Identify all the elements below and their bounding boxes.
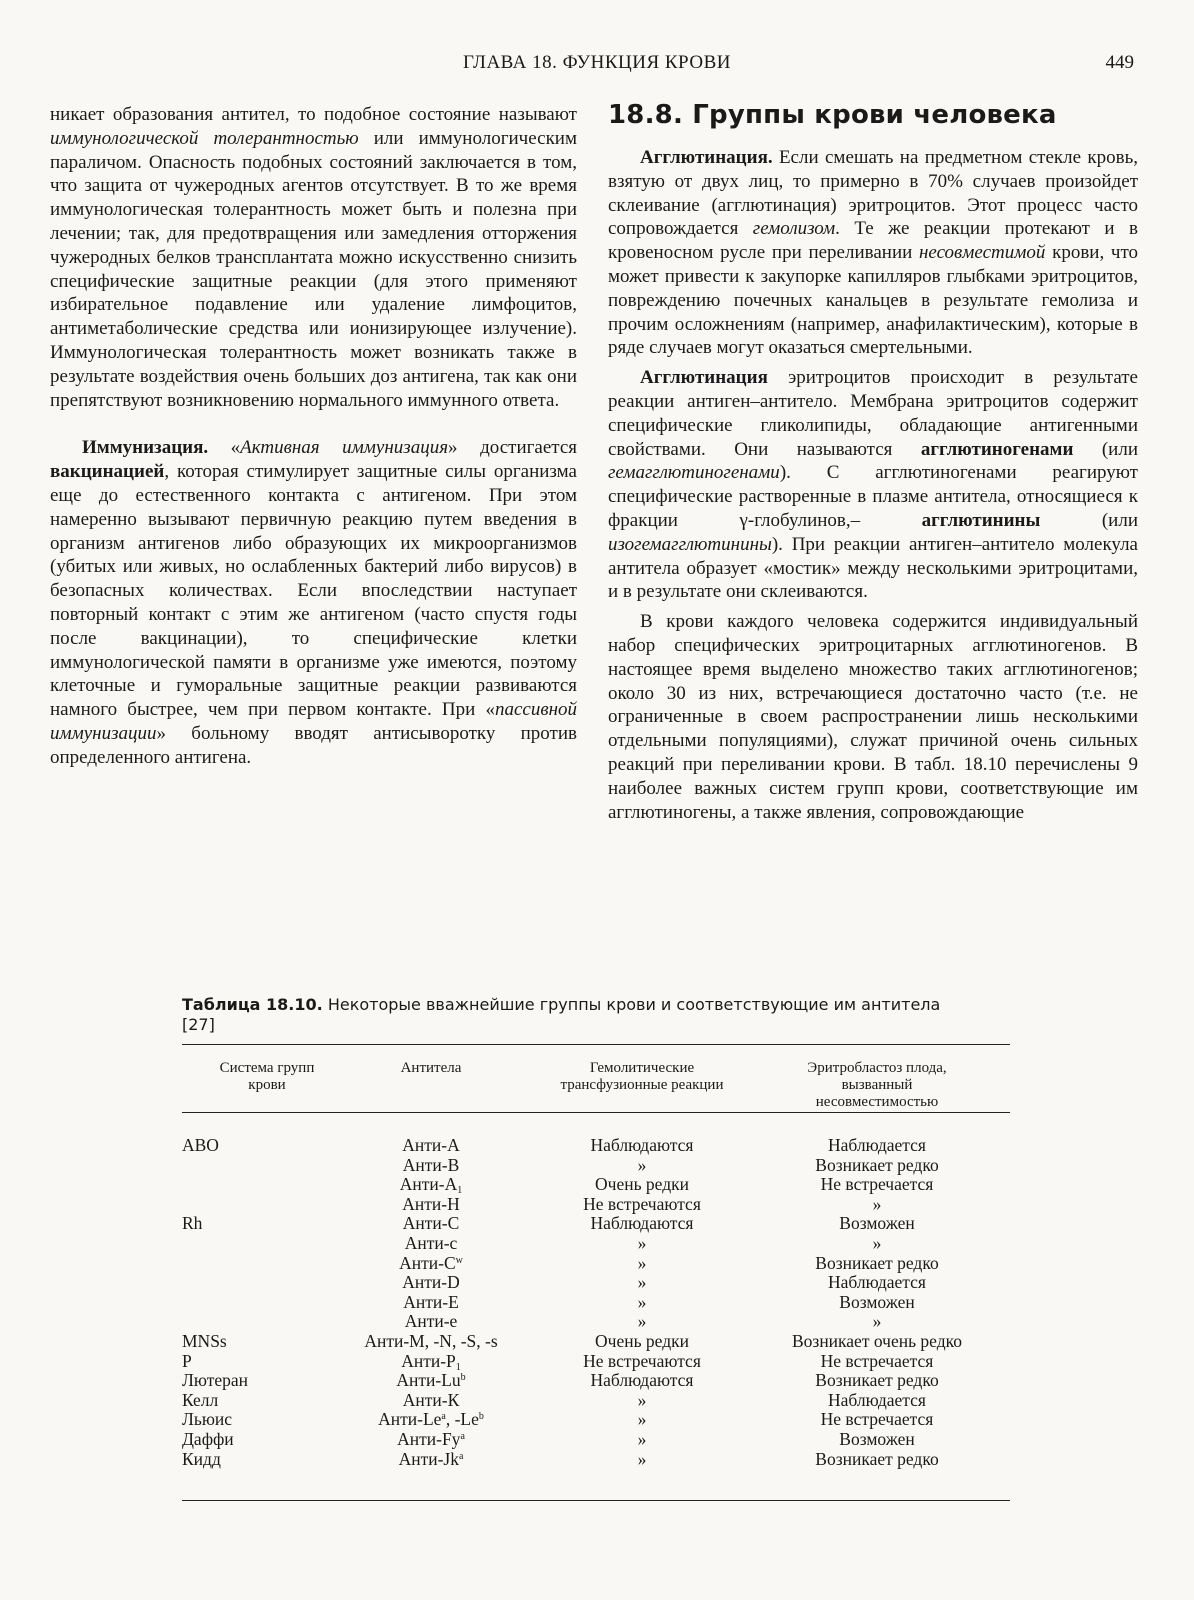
antibody-name: Анти-Jk bbox=[398, 1448, 459, 1469]
term-italic: изогемагглютинины bbox=[608, 533, 772, 555]
cell-erythroblastosis: » bbox=[872, 1232, 882, 1253]
table-row bbox=[182, 1371, 1010, 1391]
header-system: Система групп крови bbox=[219, 1060, 315, 1093]
cell-system: Даффи bbox=[182, 1428, 234, 1449]
text-run: , которая стимулирует защитные силы организма еще до естественного контакта с антигеном. При этом намеренно вызывают первичную реакцию путем введения в организм антигенов либо образующих их микроорганизмов (убитых или живых, но ослабленных бактерий либо вирусов) в безопасных количествах. Если впоследствии наступает повторный контакт с этим же антигеном (часто спустя годы после вакцинации), то специфические клетки иммунологической памяти в организме уже имеются, поэтому клеточные и гуморальные защитные реакции развиваются намного быстрее, чем при первом контакте. При « bbox=[50, 461, 577, 721]
cell-system: АВО bbox=[182, 1135, 219, 1155]
antibody-name: Анти-D bbox=[402, 1272, 460, 1293]
cell-hemolytic: » bbox=[637, 1232, 647, 1253]
cell-antibody bbox=[346, 1332, 516, 1352]
cell-hemolytic: » bbox=[637, 1252, 647, 1273]
antibody-name: Анти-Lu bbox=[396, 1370, 461, 1391]
cell-erythroblastosis: Возможен bbox=[839, 1291, 915, 1312]
right-column bbox=[608, 146, 1138, 824]
paragraph-heading: Агглютинация. bbox=[640, 147, 773, 168]
section-title: 18.8. Группы крови человека bbox=[608, 100, 1057, 130]
header-hemolytic: Гемолитические трансфузионные реакции bbox=[560, 1060, 724, 1093]
antibody-name: Анти-А bbox=[402, 1135, 460, 1155]
text-run: эритроцитов происходит в результате реакции антиген–антитело. Мембрана эритроцитов содержит специфические гликолипиды, обладающие антигенными свойствами. Они называются bbox=[608, 367, 1138, 460]
antibody-subscript: 1 bbox=[457, 1185, 463, 1197]
cell-hemolytic: » bbox=[637, 1272, 647, 1293]
cell-system: Лютеран bbox=[182, 1370, 249, 1391]
cell-erythroblastosis: Возникает редко bbox=[815, 1448, 939, 1469]
text-run: ). С агглютиногенами реагируют специфические растворенные в плазме антитела, относящиеся к фракции γ-глобулинов,– bbox=[608, 462, 1138, 531]
table-row bbox=[182, 1312, 1010, 1332]
cell-erythroblastosis: Возникает редко bbox=[815, 1252, 939, 1273]
table-row bbox=[182, 1234, 1010, 1254]
cell-antibody bbox=[346, 1352, 516, 1372]
antibody-superscript: a bbox=[460, 1430, 465, 1442]
table-header-rule bbox=[182, 1112, 1010, 1113]
text-run: крови, что может привести к закупорке капилляров глыбками эритроцитов, повреждению почечных канальцев в результате гемолиза и прочим осложнениям (например, анафилактическим), которые в ряде случаев могут оказаться смертельными. bbox=[608, 242, 1139, 359]
cell-system: Льюис bbox=[182, 1409, 233, 1430]
running-head: ГЛАВА 18. ФУНКЦИЯ КРОВИ bbox=[463, 52, 731, 73]
cell-antibody bbox=[346, 1371, 516, 1391]
antibody-name-extra: , -Le bbox=[445, 1409, 479, 1430]
text-run: ). При реакции антиген–антитело молекула антитела образует «мостик» между несколькими эритроцитами, и в результате они склеиваются. bbox=[608, 533, 1138, 603]
cell-erythroblastosis: Возникает редко bbox=[815, 1154, 939, 1175]
table-body bbox=[182, 1136, 1010, 1469]
caption-label: Таблица 18.10. bbox=[182, 995, 323, 1014]
table-row bbox=[182, 1391, 1010, 1411]
table-row bbox=[182, 1332, 1010, 1352]
cell-antibody bbox=[346, 1175, 516, 1195]
cell-erythroblastosis: Не встречается bbox=[820, 1350, 934, 1371]
text-run: » достигается bbox=[448, 437, 577, 459]
cell-erythroblastosis: Наблюдается bbox=[828, 1272, 926, 1293]
cell-system: Rh bbox=[182, 1213, 203, 1234]
caption-text: Некоторые вважнейшие группы крови и соответствующие им антитела [27] bbox=[182, 995, 941, 1034]
cell-antibody bbox=[346, 1410, 516, 1430]
cell-hemolytic: Не встречаются bbox=[583, 1193, 701, 1214]
table-row bbox=[182, 1156, 1010, 1176]
cell-antibody bbox=[346, 1195, 516, 1215]
cell-hemolytic: » bbox=[637, 1389, 647, 1410]
term-italic: гемагглютиногенами bbox=[608, 462, 780, 484]
left-column bbox=[50, 103, 577, 770]
cell-antibody bbox=[346, 1254, 516, 1274]
cell-erythroblastosis: Возникает редко bbox=[815, 1370, 939, 1391]
paragraph-heading: Иммунизация. bbox=[82, 437, 209, 459]
table-bottom-rule bbox=[182, 1500, 1010, 1501]
cell-antibody bbox=[346, 1136, 516, 1156]
cell-hemolytic: Не встречаются bbox=[583, 1350, 701, 1371]
text-run: . Те же реакции протекают и в кровеносном русле при переливании bbox=[608, 218, 1139, 264]
cell-system: Кидд bbox=[182, 1448, 221, 1469]
cell-hemolytic: » bbox=[637, 1448, 647, 1469]
paragraph-immunization bbox=[50, 436, 577, 769]
table-row bbox=[182, 1352, 1010, 1372]
antibody-name: Анти-А bbox=[399, 1174, 458, 1195]
text-run: (или bbox=[1040, 509, 1138, 531]
cell-hemolytic: » bbox=[637, 1291, 647, 1312]
cell-erythroblastosis: Возникает очень редко bbox=[791, 1330, 962, 1351]
table-row bbox=[182, 1136, 1010, 1156]
term-italic: иммунологической толерантностью bbox=[50, 127, 359, 149]
cell-erythroblastosis: Не встречается bbox=[820, 1409, 934, 1430]
antibody-superscript: a bbox=[441, 1411, 446, 1423]
text-run: или иммунологическим параличом. Опасность подобных состояний заключается в том, что защита от чужеродных агентов отсутствует. В то же время иммунологическая толерантность может быть и полезна при лечении; так, для предотвращения или замедления отторжения чужеродных белков трансплантата можно искусственно снизить специфические защитные реакции (для этого применяют избирательное подавление или удаление лимфоцитов, антиметаболические средства или ионизирующее излучение). Иммунологическая толерантность может возникать также в результате воздействия очень больших доз антигена, так как они препятствуют возникновению нормального иммунного ответа. bbox=[50, 127, 577, 411]
table-row bbox=[182, 1254, 1010, 1274]
cell-hemolytic: Наблюдаются bbox=[590, 1135, 694, 1155]
term-italic: гемолизом bbox=[752, 218, 836, 240]
cell-system: Р bbox=[182, 1350, 192, 1371]
cell-hemolytic: » bbox=[637, 1154, 647, 1175]
table-row bbox=[182, 1195, 1010, 1215]
antibody-name: Анти-К bbox=[402, 1389, 460, 1410]
table-row bbox=[182, 1214, 1010, 1234]
table-row bbox=[182, 1430, 1010, 1450]
paragraph-antigen-antibody bbox=[608, 366, 1138, 604]
cell-hemolytic: Наблюдаются bbox=[590, 1370, 694, 1391]
antibody-superscript: b bbox=[460, 1372, 466, 1384]
antibody-superscript: w bbox=[455, 1254, 463, 1266]
table-caption bbox=[182, 995, 942, 1035]
text-run: » больному вводят антисыворотку против определенного антигена. bbox=[50, 722, 577, 768]
table-top-rule bbox=[182, 1044, 1010, 1045]
table-row bbox=[182, 1450, 1010, 1470]
cell-erythroblastosis: Возможен bbox=[839, 1213, 915, 1234]
cell-antibody bbox=[346, 1293, 516, 1313]
cell-erythroblastosis: Не встречается bbox=[820, 1174, 934, 1195]
table-row bbox=[182, 1273, 1010, 1293]
antibody-name: Анти-С bbox=[402, 1213, 460, 1234]
cell-erythroblastosis: Возможен bbox=[839, 1428, 915, 1449]
cell-antibody bbox=[346, 1214, 516, 1234]
cell-antibody bbox=[346, 1156, 516, 1176]
antibody-name: Анти-Fy bbox=[397, 1428, 461, 1449]
antibody-name: Анти-е bbox=[404, 1311, 458, 1332]
antibody-subscript: 1 bbox=[455, 1361, 461, 1373]
text-run: (или bbox=[1073, 438, 1138, 460]
cell-hemolytic: » bbox=[637, 1409, 647, 1430]
term-bold: Агглютинация bbox=[640, 367, 768, 389]
header-antibodies: Антитела bbox=[400, 1060, 462, 1076]
term-italic: Активная иммунизация bbox=[240, 437, 449, 459]
text-run: « bbox=[208, 437, 241, 459]
cell-erythroblastosis: Наблюдается bbox=[828, 1135, 926, 1155]
antibody-name: Анти-Р bbox=[401, 1350, 456, 1371]
cell-erythroblastosis: Наблюдается bbox=[828, 1389, 926, 1410]
antibody-name: Анти-С bbox=[399, 1252, 456, 1273]
cell-hemolytic: Наблюдаются bbox=[590, 1213, 694, 1234]
term-italic: несовместимой bbox=[918, 242, 1046, 264]
cell-system: Келл bbox=[182, 1389, 219, 1410]
antibody-name: Анти-В bbox=[402, 1154, 460, 1175]
cell-antibody bbox=[346, 1391, 516, 1411]
text-run: никает образования антител, то подобное состояние называют bbox=[50, 104, 577, 125]
cell-system: MNSs bbox=[182, 1330, 227, 1351]
cell-hemolytic: Очень редки bbox=[595, 1174, 689, 1195]
paragraph-agglutinogens: В крови каждого человека содержится индивидуальный набор специфических эритроцитарных агглютиногенов. В настоящее время выделено множество таких агглютиногенов; около 30 из них, встречающиеся достаточно часто (т.е. не ограниченные в своем распространении лишь несколькими отдельными популяциями), служат причиной очень сильных реакций при переливании крови. В табл. 18.10 перечислены 9 наиболее важных систем групп крови, соответствующие им агглютиногены, а также явления, сопровождающие bbox=[608, 611, 1138, 823]
cell-hemolytic: Очень редки bbox=[595, 1330, 689, 1351]
table-row bbox=[182, 1293, 1010, 1313]
header-erythroblastosis: Эритробластоз плода, вызванный несовместимостью bbox=[807, 1060, 947, 1110]
cell-erythroblastosis: » bbox=[872, 1311, 882, 1332]
antibody-superscript: a bbox=[458, 1450, 464, 1462]
term-bold: вакцинацией bbox=[50, 461, 165, 483]
antibody-name: Анти-с bbox=[404, 1232, 458, 1253]
paragraph-tolerance bbox=[50, 103, 577, 412]
paragraph-agglutination bbox=[608, 146, 1138, 360]
term-bold: агглютинины bbox=[921, 509, 1041, 531]
cell-antibody bbox=[346, 1273, 516, 1293]
antibody-name: Анти-Н bbox=[402, 1193, 460, 1214]
cell-antibody bbox=[346, 1430, 516, 1450]
cell-erythroblastosis: » bbox=[872, 1193, 882, 1214]
page-number: 449 bbox=[1105, 52, 1134, 73]
antibody-name: Анти-Е bbox=[403, 1291, 459, 1312]
antibody-name: Анти-М, -N, -S, -s bbox=[364, 1330, 498, 1351]
cell-hemolytic: » bbox=[637, 1311, 647, 1332]
term-bold: агглютиногенами bbox=[920, 438, 1074, 460]
cell-antibody bbox=[346, 1312, 516, 1332]
cell-antibody bbox=[346, 1234, 516, 1254]
table-row bbox=[182, 1410, 1010, 1430]
antibody-name: Анти-Le bbox=[378, 1409, 442, 1430]
antibody-superscript: b bbox=[478, 1411, 484, 1423]
cell-antibody bbox=[346, 1450, 516, 1470]
text-run: Если смешать на предметном стекле кровь, взятую от двух лиц, то примерно в 70% случаев произойдет склеивание (агглютинация) эритроцитов. Этот процесс часто сопровождается bbox=[608, 147, 1138, 240]
term-italic: пассивной иммунизации bbox=[50, 699, 577, 744]
cell-hemolytic: » bbox=[637, 1428, 647, 1449]
table-row bbox=[182, 1175, 1010, 1195]
